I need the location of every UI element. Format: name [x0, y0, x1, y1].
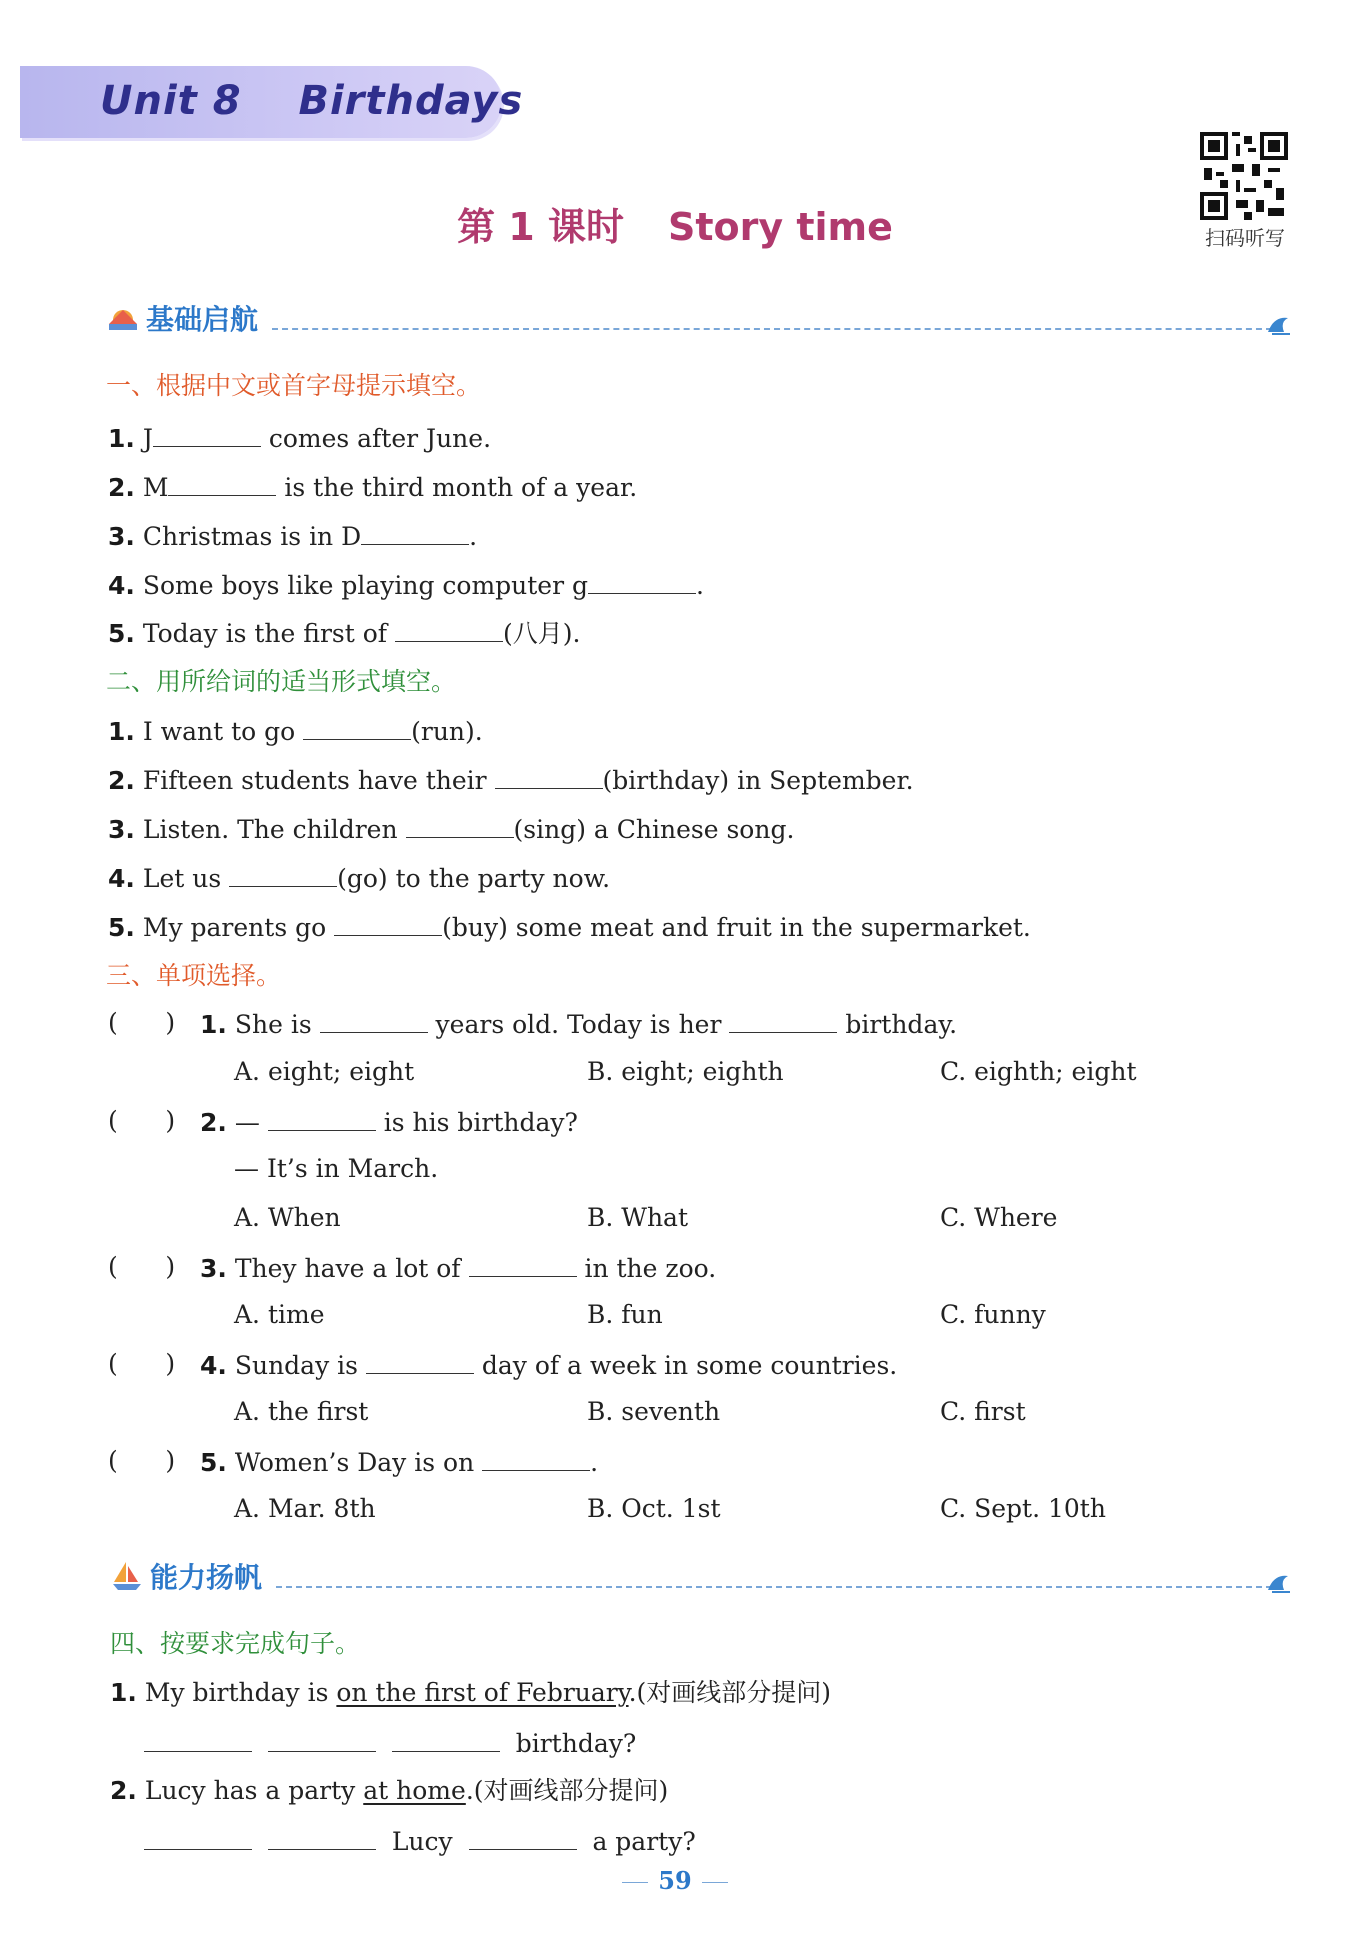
answer-blank[interactable] [153, 420, 261, 447]
question-text: 5. Women’s Day is on . [200, 1444, 598, 1480]
answer-blank[interactable] [303, 713, 411, 740]
option-b[interactable]: B. seventh [587, 1397, 721, 1426]
answer-paren[interactable]: ( ) [108, 1252, 176, 1281]
section-basic [106, 298, 1292, 338]
part3-title: 三、单项选择。 [106, 961, 282, 990]
answer-blank[interactable] [588, 567, 696, 594]
wave-icon [1266, 312, 1292, 336]
answer-blank[interactable] [495, 762, 603, 789]
page-number: 59 [0, 1866, 1350, 1895]
option-a[interactable]: A. eight; eight [234, 1057, 415, 1086]
answer-blank[interactable] [168, 469, 276, 496]
unit-title: Birthdays [298, 78, 524, 124]
answer-blank[interactable] [469, 1823, 577, 1850]
option-c[interactable]: C. funny [940, 1300, 1046, 1329]
answer-blank[interactable] [361, 518, 469, 545]
option-a[interactable]: A. the first [234, 1397, 369, 1426]
answer-blank[interactable] [268, 1725, 376, 1752]
option-b[interactable]: B. What [587, 1203, 689, 1232]
answer-blank[interactable] [144, 1823, 252, 1850]
part1-title: 一、根据中文或首字母提示填空。 [106, 371, 482, 400]
list-item: 4. Let us (go) to the party now. [108, 860, 610, 896]
answer-blank[interactable] [268, 1823, 376, 1850]
answer-blank[interactable] [392, 1725, 500, 1752]
answer-line: birthday? [144, 1725, 636, 1761]
list-item: 4. Some boys like playing computer g . [108, 567, 704, 603]
unit-banner [20, 66, 524, 138]
section-ability [110, 1556, 1292, 1596]
answer-blank[interactable] [144, 1725, 252, 1752]
unit-number: Unit 8 [100, 78, 242, 124]
answer-blank[interactable] [229, 860, 337, 887]
question-text: 1. She is years old. Today is her birthday. [200, 1006, 957, 1042]
part4-title: 四、按要求完成句子。 [110, 1629, 361, 1658]
question-reply: — It’s in March. [234, 1154, 439, 1183]
option-c[interactable]: C. Where [940, 1203, 1058, 1232]
list-item: 2. M is the third month of a year. [108, 469, 637, 505]
answer-paren[interactable]: ( ) [108, 1008, 176, 1037]
list-item: 3. Christmas is in D . [108, 518, 477, 554]
option-b[interactable]: B. eight; eighth [587, 1057, 784, 1086]
answer-paren[interactable]: ( ) [108, 1106, 176, 1135]
list-item: 1. J comes after June. [108, 420, 491, 456]
answer-blank[interactable] [482, 1444, 590, 1471]
answer-blank[interactable] [729, 1006, 837, 1033]
list-item: 1. My birthday is on the first of February.(对画线部分提问) [110, 1678, 832, 1707]
question-text: 4. Sunday is day of a week in some countries. [200, 1347, 897, 1383]
part2-title: 二、用所给词的适当形式填空。 [106, 667, 457, 696]
answer-blank[interactable] [320, 1006, 428, 1033]
answer-blank[interactable] [334, 909, 442, 936]
underlined-phrase: at home [363, 1776, 466, 1805]
lesson-name: Story time [667, 205, 893, 249]
dashed-divider [276, 1586, 1272, 1588]
section-title: 能力扬帆 [150, 1561, 263, 1594]
list-item: 1. I want to go (run). [108, 713, 483, 749]
answer-paren[interactable]: ( ) [108, 1349, 176, 1378]
list-item: 2. Lucy has a party at home.(对画线部分提问) [110, 1776, 669, 1805]
question-text: 2. — is his birthday? [200, 1104, 578, 1140]
answer-blank[interactable] [406, 811, 514, 838]
answer-blank[interactable] [469, 1250, 577, 1277]
qr-caption: 扫码听写 [1205, 226, 1285, 250]
answer-blank[interactable] [395, 615, 503, 642]
section-title: 基础启航 [146, 303, 259, 336]
dashed-divider [272, 328, 1272, 330]
option-a[interactable]: A. Mar. 8th [234, 1494, 376, 1523]
lesson-title [0, 196, 1350, 251]
underlined-phrase: on the first of February [336, 1678, 629, 1707]
list-item: 3. Listen. The children (sing) a Chinese song. [108, 811, 794, 847]
option-a[interactable]: A. When [234, 1203, 341, 1232]
option-c[interactable]: C. first [940, 1397, 1026, 1426]
option-b[interactable]: B. fun [587, 1300, 663, 1329]
sailboat-icon [110, 1558, 144, 1592]
wave-icon [1266, 1570, 1292, 1594]
option-c[interactable]: C. eighth; eight [940, 1057, 1137, 1086]
answer-line: Lucy a party? [144, 1823, 696, 1859]
option-b[interactable]: B. Oct. 1st [587, 1494, 721, 1523]
list-item: 2. Fifteen students have their (birthday) in September. [108, 762, 914, 798]
answer-blank[interactable] [268, 1104, 376, 1131]
qr-code-icon[interactable] [1200, 132, 1288, 220]
sunrise-icon [106, 300, 140, 334]
list-item: 5. My parents go (buy) some meat and fruit in the supermarket. [108, 909, 1031, 945]
option-a[interactable]: A. time [234, 1300, 325, 1329]
lesson-number: 第 1 课时 [457, 205, 624, 249]
answer-blank[interactable] [366, 1347, 474, 1374]
answer-paren[interactable]: ( ) [108, 1446, 176, 1475]
question-text: 3. They have a lot of in the zoo. [200, 1250, 716, 1286]
list-item: 5. Today is the first of (八月). [108, 615, 580, 651]
option-c[interactable]: C. Sept. 10th [940, 1494, 1106, 1523]
